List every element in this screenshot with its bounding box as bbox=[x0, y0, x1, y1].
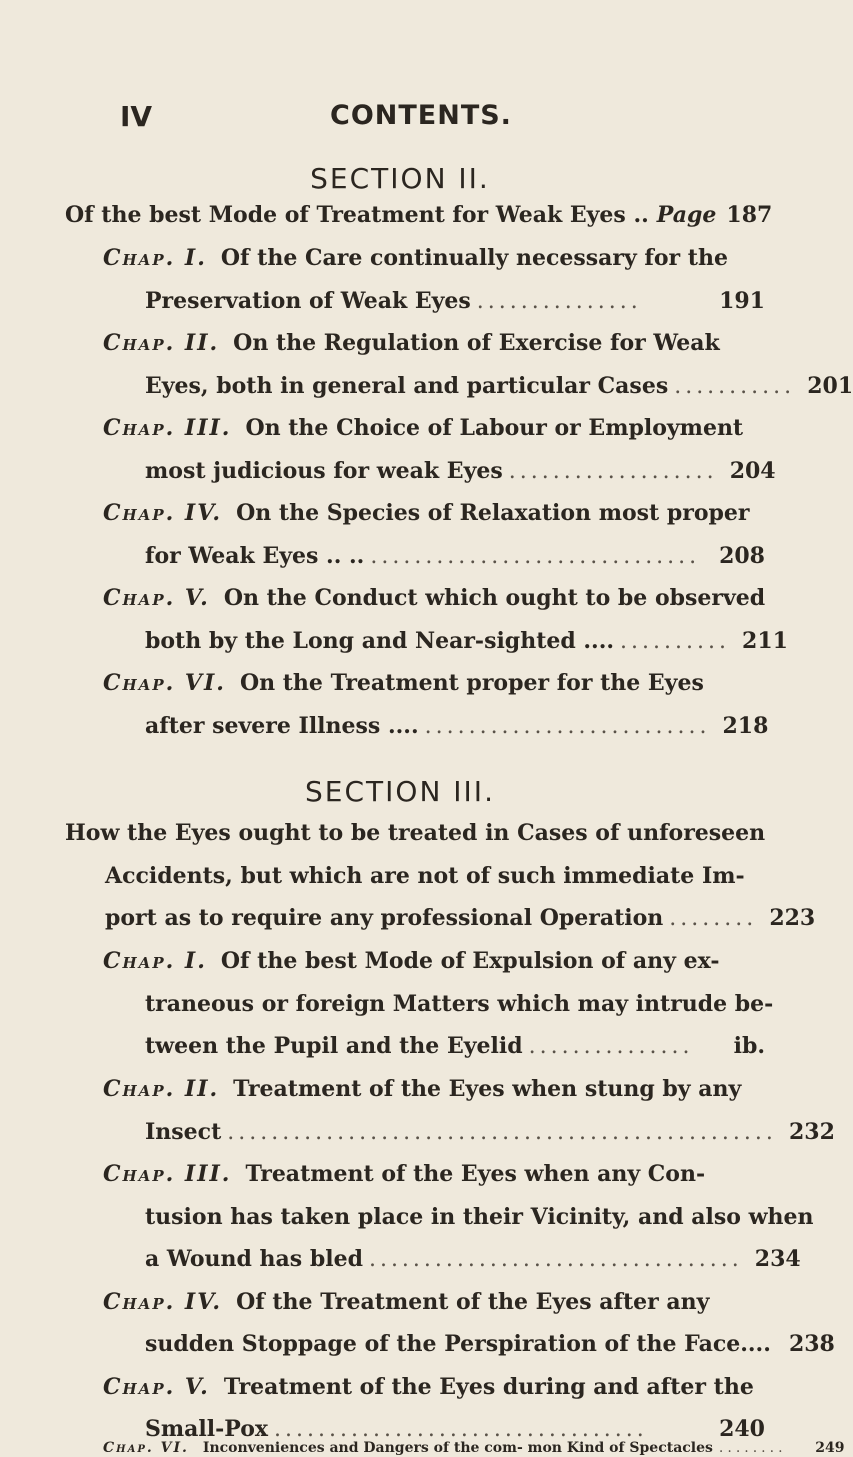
section-heading: SECTION III. bbox=[305, 775, 495, 808]
toc-line: Accidents, but which are not of such immediate Im- bbox=[105, 863, 745, 889]
toc-line: Chap. VI. On the Treatment proper for the Eyes bbox=[103, 670, 704, 696]
toc-line: Chap. V. On the Conduct which ought to be observed bbox=[103, 585, 766, 611]
toc-line: Chap. I. Of the best Mode of Expulsion of any ex- bbox=[103, 948, 720, 974]
running-head bbox=[120, 100, 780, 140]
chapter-label: Chap. IV. bbox=[103, 500, 223, 526]
toc-line: for Weak Eyes .. .. .............................. 208 bbox=[145, 543, 765, 569]
toc-line: Chap. I. Of the Care continually necessary for the bbox=[103, 245, 728, 271]
page-ref: 249 bbox=[815, 1440, 845, 1456]
toc-line: traneous or foreign Matters which may intrude be- bbox=[145, 991, 774, 1017]
toc-line: How the Eyes ought to be treated in Cases of unforeseen bbox=[65, 820, 766, 846]
toc-line: Chap. VI. Inconveniences and Dangers of the com- mon Kind of Spectacles ........ 249 bbox=[103, 1440, 845, 1456]
toc-line: after severe Illness .... .......................... 218 bbox=[145, 713, 769, 739]
chapter-label: Chap. I. bbox=[103, 245, 207, 271]
toc-line: Chap. III. Treatment of the Eyes when any Con- bbox=[103, 1161, 706, 1187]
chapter-label: Chap. V. bbox=[103, 585, 210, 611]
toc-line: Small-Pox .................................. 240 bbox=[145, 1416, 765, 1442]
chapter-label: Chap. II. bbox=[103, 1076, 220, 1102]
page-ref: 201 bbox=[807, 373, 853, 399]
toc-line: both by the Long and Near-sighted .... .......... 211 bbox=[145, 628, 788, 654]
toc-line: Eyes, both in general and particular Cases ........... 201 bbox=[145, 373, 853, 399]
toc-line: Chap. IV. Of the Treatment of the Eyes after any bbox=[103, 1289, 710, 1315]
page-ref: 240 bbox=[719, 1416, 765, 1442]
section-intro: Of the best Mode of Treatment for Weak Eyes .. Page 187 bbox=[65, 202, 773, 228]
toc-line: tusion has taken place in their Vicinity, and also when bbox=[145, 1204, 814, 1230]
running-title: CONTENTS. bbox=[330, 100, 512, 131]
page-ref: 218 bbox=[722, 713, 769, 739]
toc-line: tween the Pupil and the Eyelid ............... ib. bbox=[145, 1033, 765, 1059]
page-ref: 211 bbox=[742, 628, 788, 654]
toc-line: most judicious for weak Eyes ................... 204 bbox=[145, 458, 776, 484]
toc-line: sudden Stoppage of the Perspiration of the Face.... 238 bbox=[145, 1331, 835, 1357]
chapter-label: Chap. IV. bbox=[103, 1289, 223, 1315]
chapter-label: Chap. VI. bbox=[103, 670, 226, 696]
page-ref: 232 bbox=[788, 1119, 835, 1145]
chapter-label: Chap. I. bbox=[103, 948, 207, 974]
toc-line: Insect .................................................. 232 bbox=[145, 1119, 835, 1145]
toc-line: Preservation of Weak Eyes ............... 191 bbox=[145, 288, 765, 314]
page-number: IV bbox=[120, 100, 153, 133]
toc-line: Chap. III. On the Choice of Labour or Employment bbox=[103, 415, 744, 441]
toc-line: Chap. II. On the Regulation of Exercise for Weak bbox=[103, 330, 720, 356]
toc-line: port as to require any professional Operation ........ 223 bbox=[105, 905, 816, 931]
page-ref: 238 bbox=[788, 1331, 835, 1357]
chapter-label: Chap. III. bbox=[103, 1161, 232, 1187]
page-ref: 234 bbox=[754, 1246, 801, 1272]
page-ref: 204 bbox=[729, 458, 776, 484]
page-ref: 208 bbox=[719, 543, 765, 569]
section-heading: SECTION II. bbox=[310, 162, 490, 195]
page-ref: ib. bbox=[733, 1033, 765, 1059]
toc-line: Chap. II. Treatment of the Eyes when stung by any bbox=[103, 1076, 742, 1102]
chapter-label: Chap. II. bbox=[103, 330, 220, 356]
toc-line: Chap. IV. On the Species of Relaxation most proper bbox=[103, 500, 750, 526]
page-ref: 223 bbox=[769, 905, 816, 931]
toc-line: Chap. V. Treatment of the Eyes during and after the bbox=[103, 1374, 754, 1400]
page-ref: 187 bbox=[726, 202, 773, 228]
chapter-label: Chap. III. bbox=[103, 415, 232, 441]
page-ref: 191 bbox=[719, 288, 765, 314]
chapter-label: Chap. V. bbox=[103, 1374, 210, 1400]
toc-line: a Wound has bled .................................. 234 bbox=[145, 1246, 801, 1272]
chapter-label: Chap. VI. bbox=[103, 1440, 189, 1456]
